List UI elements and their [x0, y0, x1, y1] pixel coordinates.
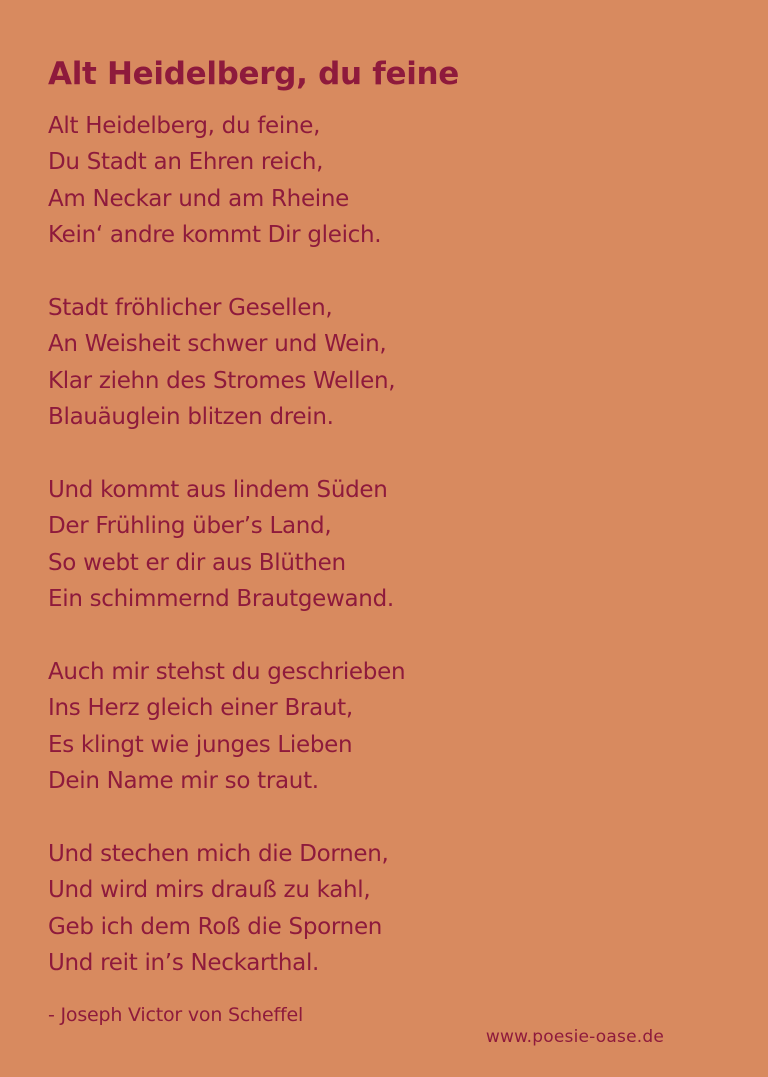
website-url: www.poesie-oase.de: [485, 1027, 664, 1047]
stanza-3: [48, 472, 728, 654]
poem-line: Dein Name mir so traut.: [48, 768, 319, 795]
stanza-1: [48, 108, 728, 290]
poem-line: Und reit in’s Neckarthal.: [48, 950, 320, 977]
stanza-5: [48, 836, 728, 1018]
poem-line: An Weisheit schwer und Wein,: [48, 331, 387, 358]
poem-line: So webt er dir aus Blüthen: [48, 549, 346, 576]
poem-line: Klar ziehn des Stromes Wellen,: [48, 367, 396, 394]
poem-line: Und kommt aus lindem Süden: [48, 477, 388, 503]
poem-line: Und wird mirs drauß zu kahl,: [48, 877, 371, 904]
poem-title: Alt Heidelberg, du feine: [48, 56, 460, 92]
poem-line: Auch mir stehst du geschrieben: [48, 659, 406, 685]
stanza-2: [48, 290, 728, 472]
poem-line: Ein schimmernd Brautgewand.: [48, 586, 394, 613]
poem-line: Am Neckar und am Rheine: [48, 185, 350, 212]
poem-line: Blauäuglein blitzen drein.: [48, 404, 334, 431]
poem-line: Geb ich dem Roß die Spornen: [48, 913, 383, 940]
poem-author: - Joseph Victor von Scheffel: [48, 1004, 304, 1026]
stanza-4: [48, 654, 728, 836]
poem-line: Kein‘ andre kommt Dir gleich.: [48, 222, 382, 249]
poem-line: Alt Heidelberg, du feine,: [48, 113, 321, 139]
poem-line: Du Stadt an Ehren reich,: [48, 149, 324, 176]
poem-line: Der Frühling über’s Land,: [48, 513, 332, 540]
poem-line: Es klingt wie junges Lieben: [48, 731, 353, 758]
poem-body: [48, 108, 728, 1018]
poem-line: Und stechen mich die Dornen,: [48, 841, 389, 867]
poem-line: Stadt fröhlicher Gesellen,: [48, 295, 333, 321]
poem-line: Ins Herz gleich einer Braut,: [48, 695, 353, 722]
